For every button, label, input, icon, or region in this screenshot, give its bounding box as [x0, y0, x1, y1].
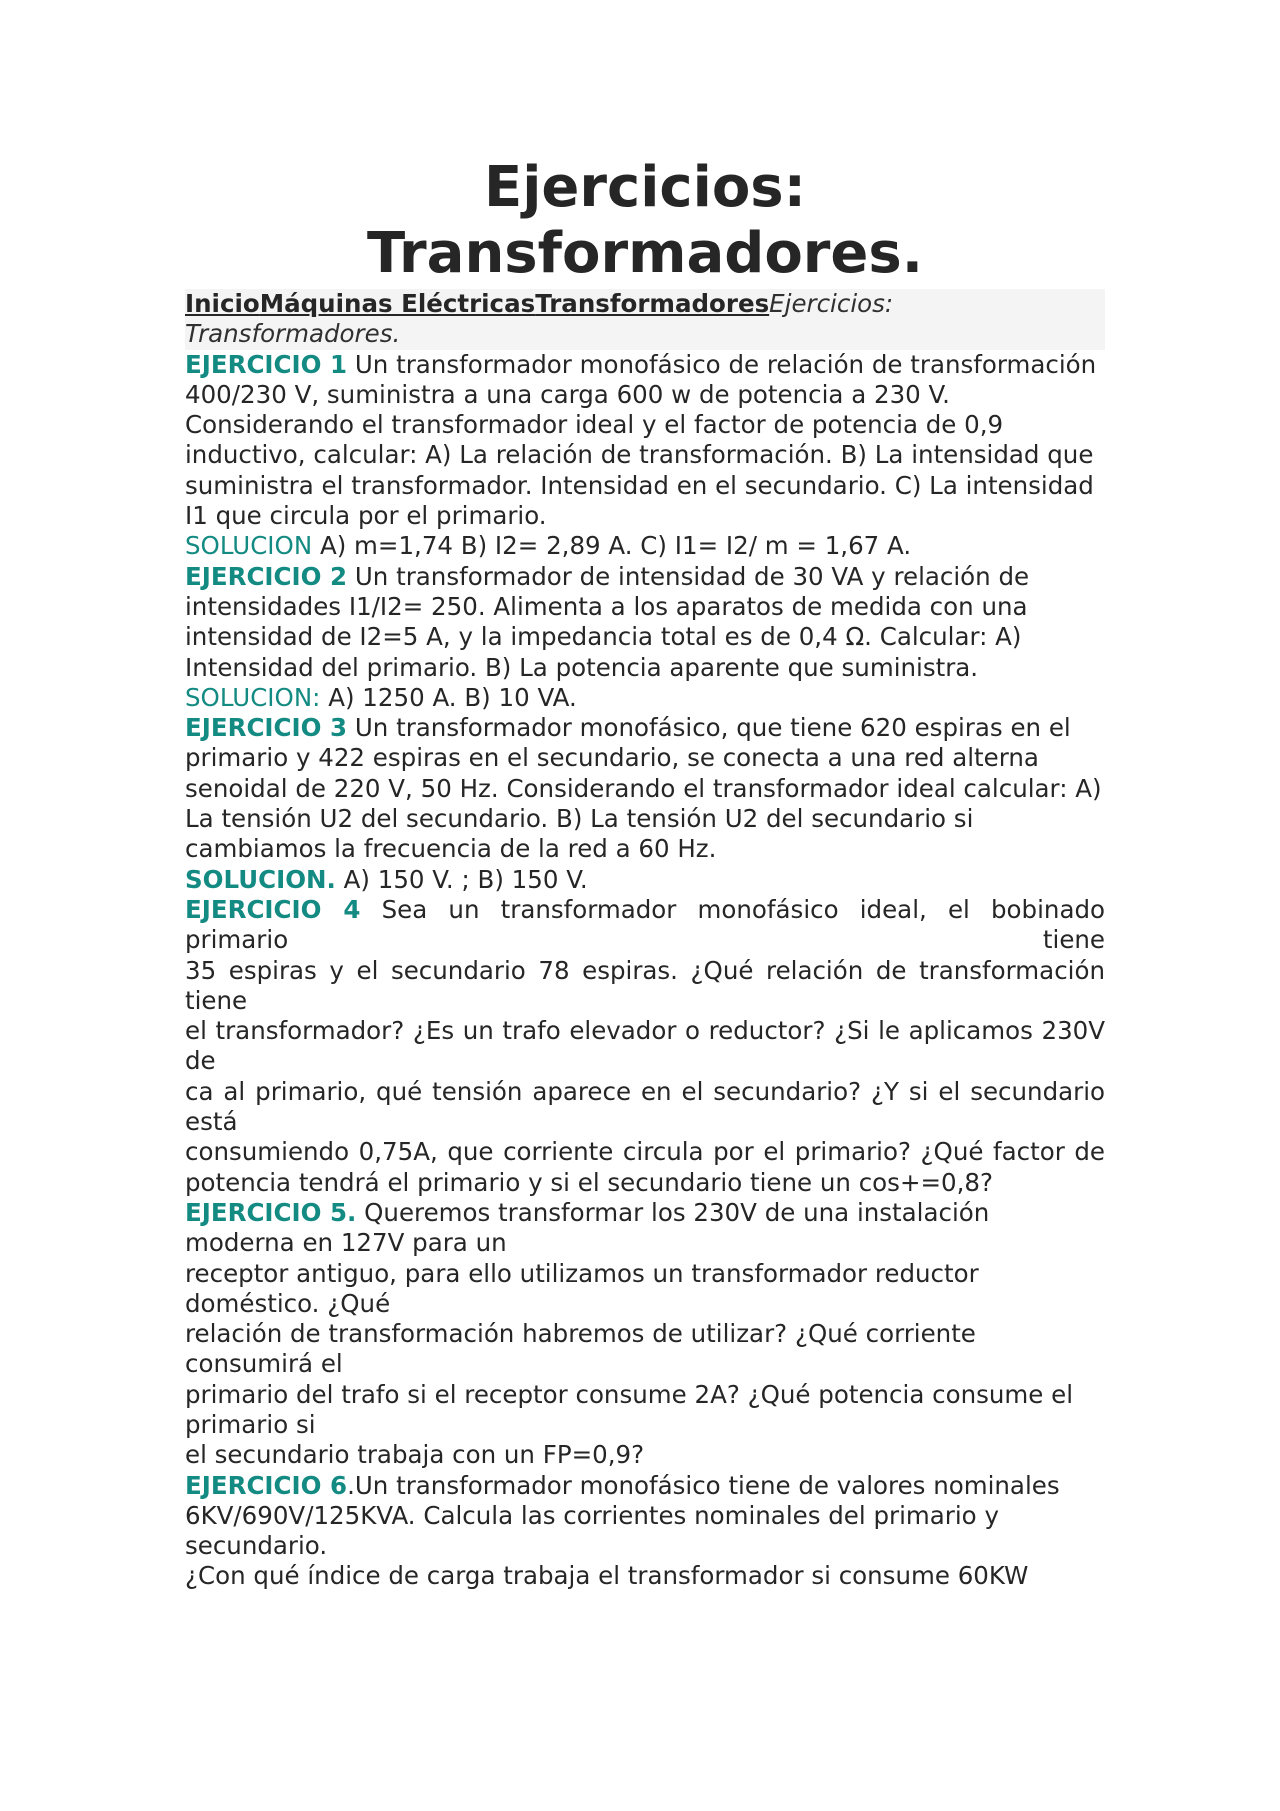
- exercise-6-label: EJERCICIO 6: [185, 1470, 348, 1500]
- exercise-3: [185, 713, 1105, 864]
- exercise-5-text1: Queremos transformar los 230V de una instalación moderna en 127V para un: [185, 1197, 990, 1258]
- exercise-1-text: Un transformador monofásico de relación de transformación 400/230 V, suministra a una carga 600 w de potencia a 230 V. Considerando el transformador ideal y el factor de potencia de 0,9 inductivo, calcular: A) La relación de transformación. B) La intensidad que suministra el transformador. Intensidad en el secundario. C) La intensidad I1 que circula por el primario.: [185, 349, 1097, 531]
- exercise-4-line2: 35 espiras y el secundario 78 espiras. ¿Qué relación de transformación tiene: [185, 955, 1105, 1015]
- exercise-6-line1: [185, 1471, 1105, 1501]
- breadcrumb-link-transformadores[interactable]: Transformadores: [535, 289, 770, 318]
- exercise-1: [185, 350, 1105, 532]
- exercise-6-text1: .Un transformador monofásico tiene de valores nominales: [347, 1470, 1060, 1500]
- solution-2: [185, 683, 1105, 713]
- solution-3-label: SOLUCION.: [185, 864, 336, 894]
- exercise-4-line1: [185, 895, 1105, 956]
- exercise-4: [185, 895, 1105, 1198]
- exercise-1-label: EJERCICIO 1: [185, 349, 348, 379]
- solution-1: [185, 531, 1105, 561]
- exercise-4-text1: Sea un transformador monofásico ideal, el bobinado primario tiene: [185, 894, 1105, 955]
- exercise-6-line3: ¿Con qué índice de carga trabaja el transformador si consume 60KW: [185, 1561, 1029, 1591]
- exercise-5-line5: el secundario trabaja con un FP=0,9?: [185, 1440, 645, 1470]
- breadcrumb: [185, 289, 1105, 350]
- exercise-2-text: Un transformador de intensidad de 30 VA y relación de intensidades I1/I2= 250. Alimenta a los aparatos de medida con una intensidad de I2=5 A, y la impedancia total es de 0,4 Ω. Calcular: A) Intensidad del primario. B) La potencia aparente que suministra.: [185, 561, 1030, 682]
- exercise-4-line6: potencia tendrá el primario y si el secundario tiene un cos+=0,8?: [185, 1167, 993, 1197]
- article-body: [185, 289, 1105, 1592]
- solution-2-label: SOLUCION:: [185, 682, 321, 712]
- exercise-5-line1: [185, 1198, 1105, 1259]
- exercise-5-line3: relación de transformación habremos de utilizar? ¿Qué corriente consumirá el: [185, 1319, 976, 1379]
- exercise-3-label: EJERCICIO 3: [185, 713, 348, 743]
- exercise-4-line3: el transformador? ¿Es un trafo elevador o reductor? ¿Si le aplicamos 230V de: [185, 1016, 1105, 1076]
- solution-3-text: A) 150 V. ; B) 150 V.: [335, 864, 588, 894]
- exercise-2-label: EJERCICIO 2: [185, 561, 348, 591]
- solution-1-label: SOLUCION: [185, 531, 313, 561]
- breadcrumb-link-maquinas[interactable]: Máquinas Eléctricas: [259, 289, 536, 318]
- exercise-3-text: Un transformador monofásico, que tiene 620 espiras en el primario y 422 espiras en el secundario, se conecta a una red alterna senoidal de 220 V, 50 Hz. Considerando el transformador ideal calcular: A) La tensión U2 del secundario. B) La tensión U2 del secundario si cambiamos la frecuencia de la red a 60 Hz.: [185, 713, 1102, 864]
- solution-3: [185, 865, 1105, 895]
- exercise-4-line4: ca al primario, qué tensión aparece en el secundario? ¿Y si el secundario está: [185, 1076, 1105, 1137]
- exercise-6-line2: 6KV/690V/125KVA. Calcula las corrientes nominales del primario y secundario.: [185, 1500, 999, 1561]
- exercise-6: [185, 1471, 1105, 1592]
- page-title-line1: Ejercicios:: [483, 155, 807, 220]
- exercise-5-line2: receptor antiguo, para ello utilizamos un transformador reductor doméstico. ¿Qué: [185, 1258, 979, 1318]
- exercise-5-line4: primario del trafo si el receptor consume 2A? ¿Qué potencia consume el primario si: [185, 1379, 1074, 1439]
- solution-1-text: A) m=1,74 B) I2= 2,89 A. C) I1= I2/ m = 1,67 A.: [312, 531, 912, 561]
- page-title: [185, 155, 1105, 287]
- breadcrumb-current: Ejercicios: Transformadores.: [185, 289, 894, 349]
- breadcrumb-link-inicio[interactable]: Inicio: [185, 289, 260, 318]
- exercise-4-label: EJERCICIO 4: [185, 894, 361, 924]
- exercise-5-label: EJERCICIO 5.: [185, 1197, 357, 1227]
- exercise-2: [185, 562, 1105, 683]
- solution-2-text: A) 1250 A. B) 10 VA.: [320, 682, 577, 712]
- exercise-5: [185, 1198, 1105, 1471]
- page-title-line2: Transformadores.: [366, 221, 923, 286]
- exercise-4-line5: consumiendo 0,75A, que corriente circula por el primario? ¿Qué factor de: [185, 1137, 1105, 1167]
